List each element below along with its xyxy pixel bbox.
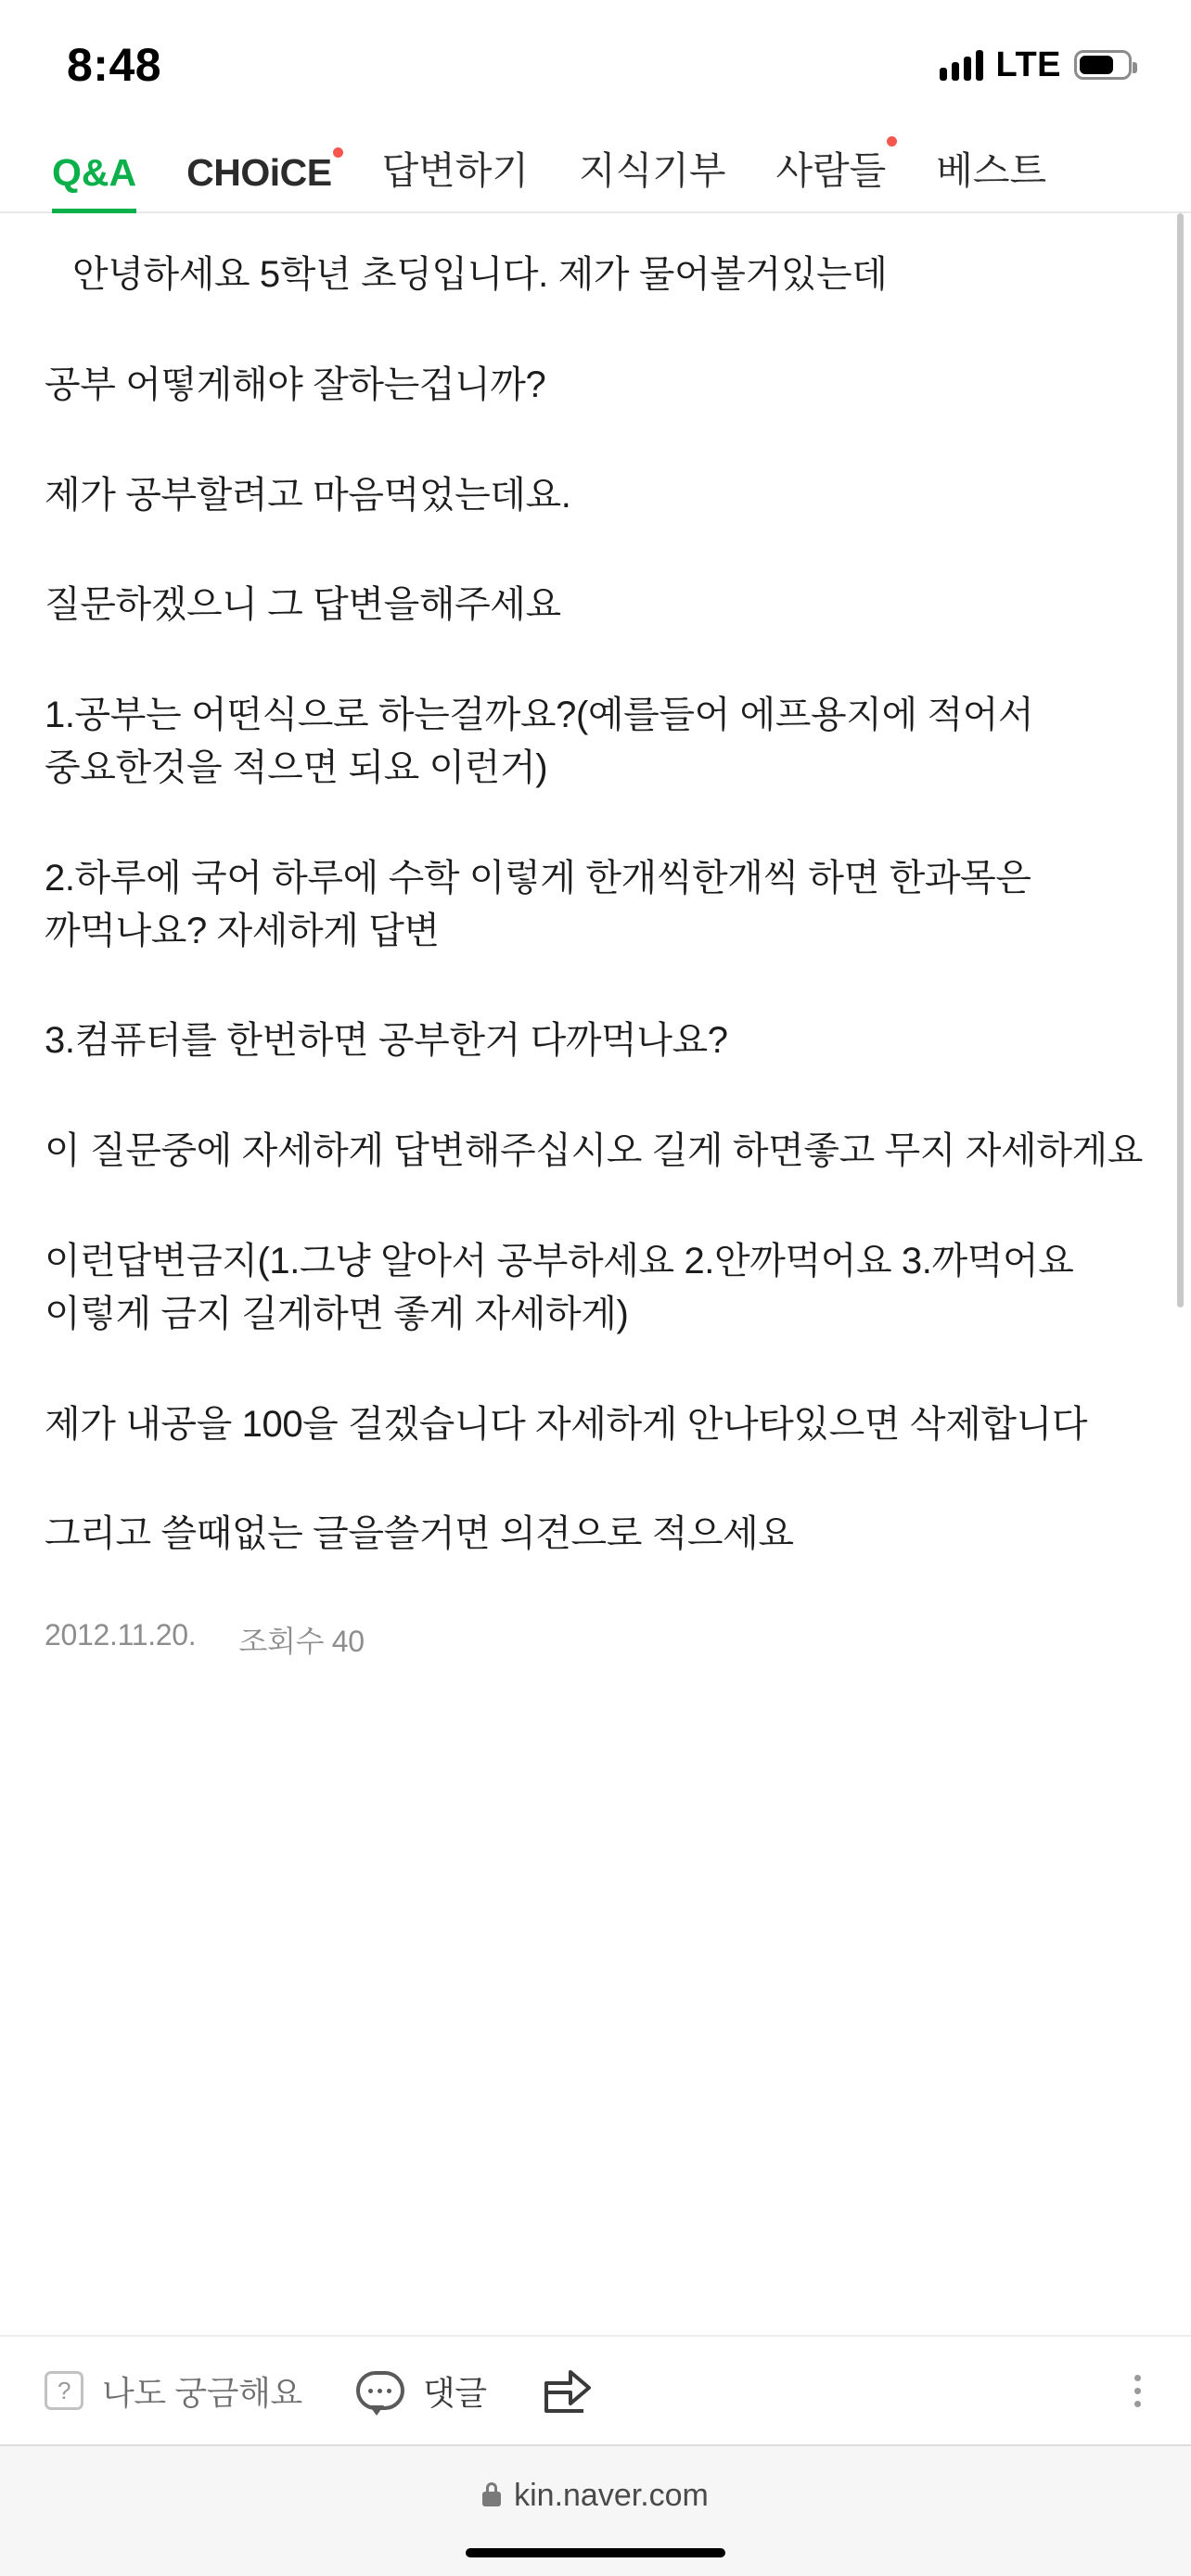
curious-too-label: 나도 궁금해요 — [102, 2373, 302, 2412]
tab-people[interactable] — [775, 140, 886, 211]
question-paragraph: 제가 공부할려고 마음먹었는데요. — [45, 474, 571, 516]
question-paragraph: 안녕하세요 5학년 초딩입니다. 제가 물어볼거있는데 — [72, 254, 888, 295]
tab-best[interactable] — [936, 140, 1046, 211]
tab-choice[interactable] — [186, 151, 331, 211]
question-content — [0, 213, 1191, 1659]
question-paragraph: 제가 내공을 100을 걸겠습니다 자세하게 안나타있으면 삭제합니다 — [45, 1403, 1088, 1445]
signal-bars-icon — [940, 49, 983, 81]
tab-qna-label: Q&A — [52, 151, 137, 194]
status-indicators — [940, 45, 1132, 85]
tab-answer-label: 답변하기 — [381, 149, 530, 192]
status-bar — [0, 0, 1191, 117]
comment-button[interactable] — [356, 2367, 487, 2415]
share-button[interactable] — [541, 2366, 593, 2415]
post-date: 2012.11.20. — [45, 1618, 197, 1652]
curious-too-button[interactable] — [45, 2367, 302, 2415]
question-paragraph: 3.컴퓨터를 한번하면 공부한거 다까먹나요? — [45, 1020, 728, 1062]
question-paragraph: 공부 어떻게해야 잘하는겁니까? — [45, 363, 546, 405]
tab-qna[interactable] — [52, 151, 136, 211]
new-badge-icon — [887, 136, 897, 147]
question-box-icon: ? — [45, 2371, 83, 2410]
post-view-count: 조회수 40 — [238, 1625, 365, 1659]
network-type-label: LTE — [995, 45, 1061, 84]
tab-choice-label: CHOiCE — [186, 151, 332, 194]
comment-icon — [356, 2371, 404, 2410]
lock-icon — [482, 2492, 501, 2506]
category-tab-bar[interactable] — [0, 117, 1191, 213]
question-paragraph: 1.공부는 어떤식으로 하는걸까요?(예를들어 에프용지에 적어서 중요한것을 적으면 되요 이런거) — [45, 695, 1034, 788]
battery-icon — [1074, 50, 1132, 80]
tab-knowledge-donation-label: 지식기부 — [579, 149, 726, 192]
tab-answer[interactable] — [382, 140, 529, 211]
address-bar[interactable] — [482, 2478, 709, 2514]
tab-people-label: 사람들 — [775, 149, 887, 192]
url-text: kin.naver.com — [514, 2478, 709, 2513]
home-indicator[interactable] — [466, 2548, 725, 2557]
question-paragraph: 질문하겠으니 그 답변을해주세요 — [45, 584, 561, 626]
status-time: 8:48 — [67, 39, 162, 91]
new-badge-icon — [333, 147, 343, 158]
post-meta — [45, 1618, 1146, 1661]
post-action-bar — [0, 2335, 1191, 2444]
browser-bottom-bar — [0, 2444, 1191, 2576]
vertical-scrollbar[interactable] — [1177, 213, 1184, 1307]
comment-label: 댓글 — [422, 2373, 487, 2412]
tab-best-label: 베스트 — [936, 149, 1047, 192]
kebab-menu-icon[interactable] — [1134, 2375, 1146, 2407]
share-icon — [541, 2366, 593, 2415]
question-paragraph: 2.하루에 국어 하루에 수학 이렇게 한개씩한개씩 하면 한과목은 까먹나요? 자세하게 답변 — [45, 857, 1031, 951]
question-paragraph: 그리고 쓸때없는 글을쓸거면 의견으로 적으세요 — [45, 1513, 794, 1555]
question-paragraph: 이런답변금지(1.그냥 알아서 공부하세요 2.안까먹어요 3.까먹어요 이렇게 금지 길게하면 좋게 자세하게) — [45, 1240, 1074, 1334]
tab-knowledge-donation[interactable] — [579, 140, 725, 211]
question-paragraph: 이 질문중에 자세하게 답변해주십시오 길게 하면좋고 무지 자세하게요 — [45, 1130, 1143, 1172]
